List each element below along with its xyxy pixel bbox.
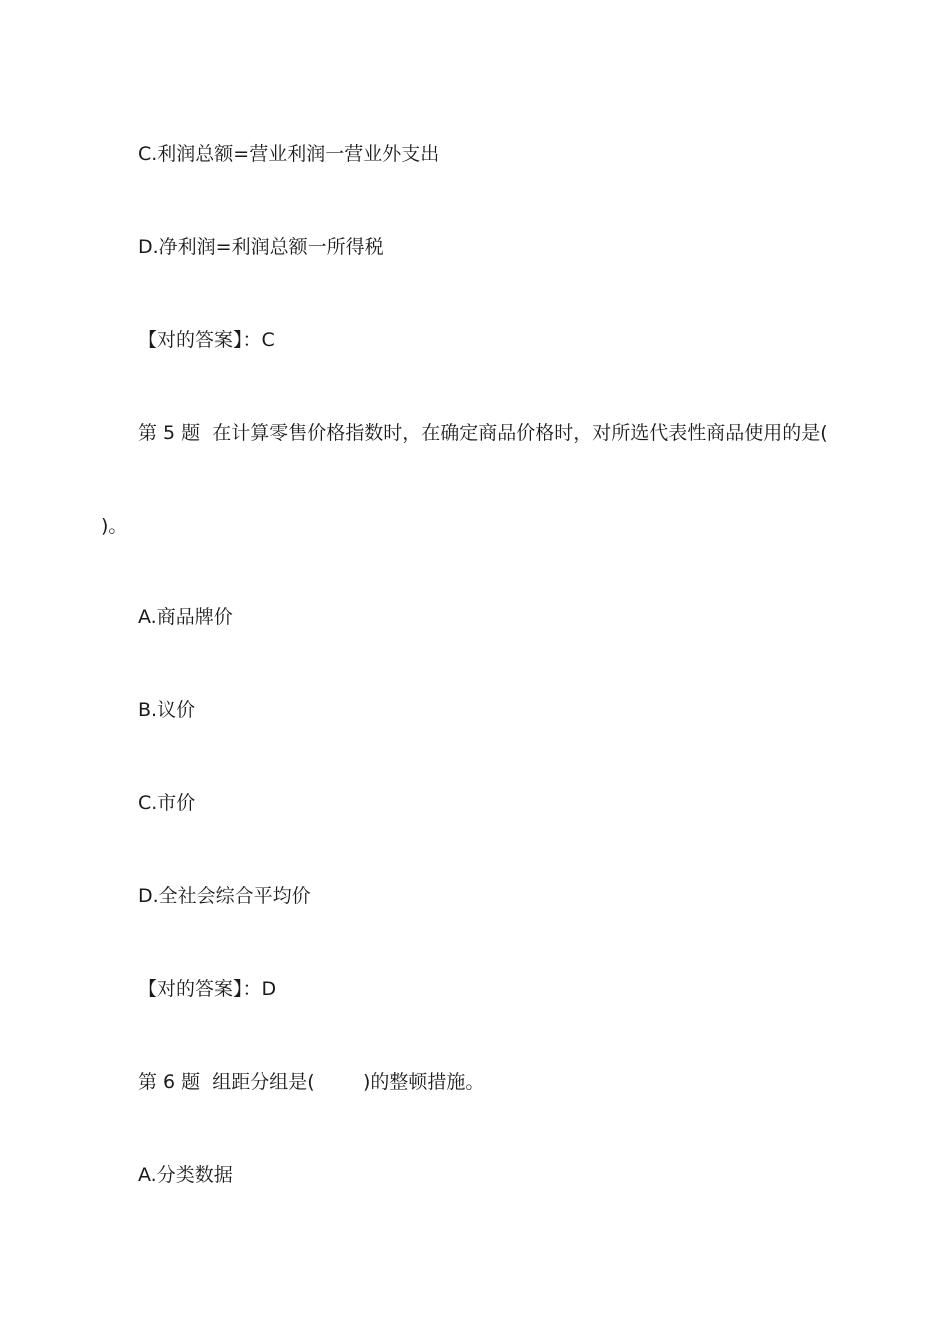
option-d-q4: D.净利润=利润总额一所得税	[138, 236, 384, 258]
option-a-q5: A.商品牌价	[138, 606, 233, 628]
option-b-q5: B.议价	[138, 699, 196, 721]
answer-q5: 【对的答案】：D	[138, 978, 277, 1000]
option-c-q4: C.利润总额=营业利润一营业外支出	[138, 143, 440, 165]
answer-q4: 【对的答案】：C	[138, 329, 275, 351]
option-a-q6: A.分类数据	[138, 1164, 233, 1186]
option-c-q5: C.市价	[138, 792, 196, 814]
question-5: 第 5 题 在计算零售价格指数时，在确定商品价格时，对所选代表性商品使用的是(	[138, 422, 828, 444]
question-5-continuation: )。	[101, 515, 128, 537]
question-6: 第 6 题 组距分组是( )的整顿措施。	[138, 1071, 485, 1093]
option-d-q5: D.全社会综合平均价	[138, 885, 311, 907]
